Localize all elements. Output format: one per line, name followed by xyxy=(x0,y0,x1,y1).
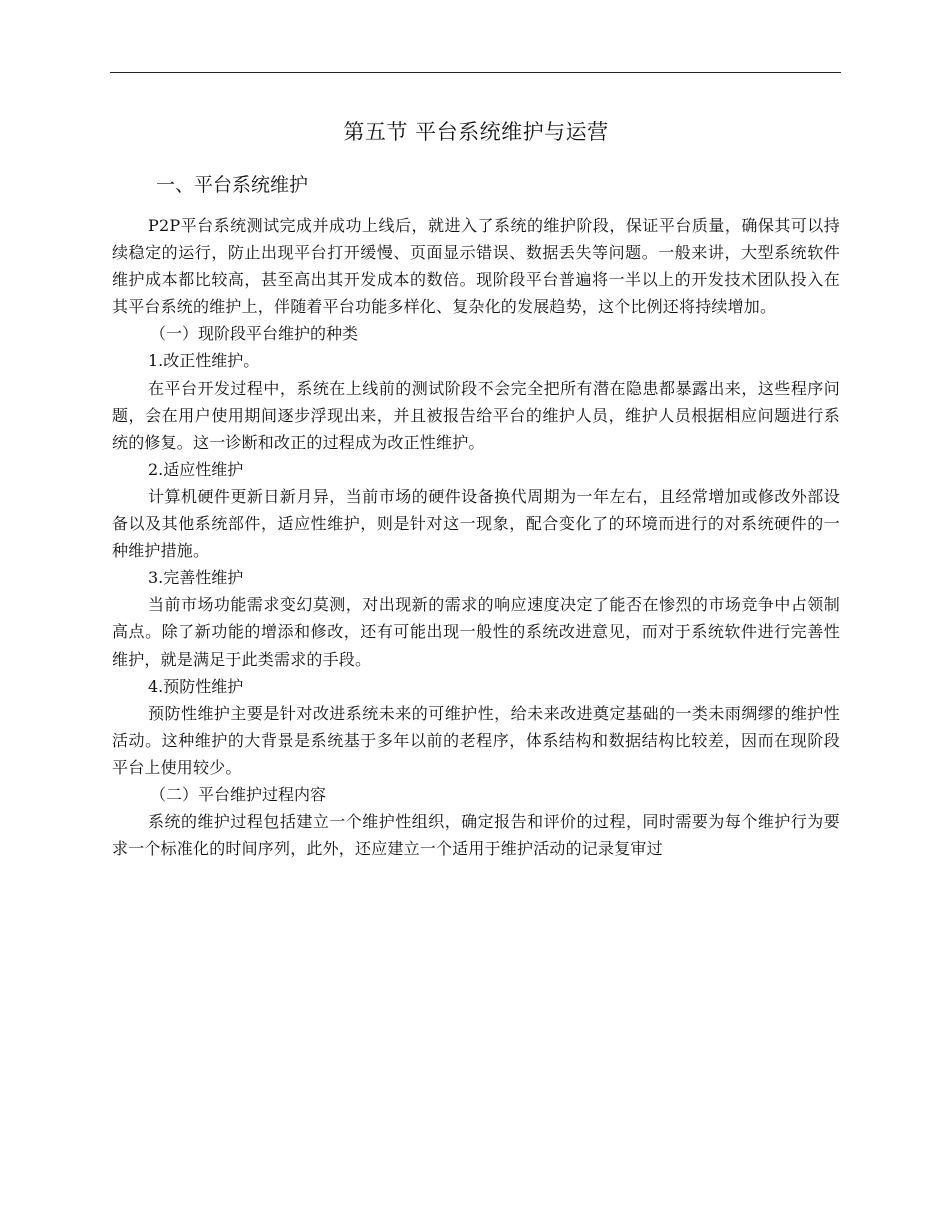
item-heading-adaptive: 2.适应性维护 xyxy=(148,459,244,479)
item-body-corrective: 在平台开发过程中，系统在上线前的测试阶段不会完全把所有潜在隐患都暴露出来，这些程序问题，会在用户使用期间逐步浮现出来，并且被报告给平台的维护人员，维护人员根据相应问题进行系统的修复。这一诊断和改正的过程成为改正性维护。 xyxy=(112,378,840,452)
heading-text: 一、平台系统维护 xyxy=(156,174,309,196)
document-body xyxy=(112,112,840,862)
process-paragraph: 系统的维护过程包括建立一个维护性组织，确定报告和评价的过程，同时需要为每个维护行为要求一个标准化的时间序列，此外，还应建立一个适用于维护活动的记录复审过 xyxy=(112,812,840,859)
header-rule xyxy=(110,72,841,73)
item-body-preventive: 预防性维护主要是针对改进系统未来的可维护性，给未来改进奠定基础的一类未雨绸缪的维护性活动。这种维护的大背景是系统基于多年以前的老程序，体系结构和数据结构比较差，因而在现阶段平台上使用较少。 xyxy=(112,703,840,777)
item-body-perfective: 当前市场功能需求变幻莫测，对出现新的需求的响应速度决定了能否在惨烈的市场竞争中占领制高点。除了新功能的增添和修改，还有可能出现一般性的系统改进意见，而对于系统软件进行完善性维护，就是满足于此类需求的手段。 xyxy=(112,595,840,669)
item-heading-perfective: 3.完善性维护 xyxy=(148,568,244,588)
item-heading-preventive: 4.预防性维护 xyxy=(148,676,244,696)
subheading-maintenance-types: （一）现阶段平台维护的种类 xyxy=(150,324,359,344)
intro-paragraph: P2P平台系统测试完成并成功上线后，就进入了系统的维护阶段，保证平台质量，确保其可以持续稳定的运行，防止出现平台打开缓慢、页面显示错误、数据丢失等问题。一般来讲，大型系统软件维护成本都比较高，甚至高出其开发成本的数倍。现阶段平台普遍将一半以上的开发技术团队投入在其平台系统的维护上，伴随着平台功能多样化、复杂化的发展趋势，这个比例还将持续增加。 xyxy=(112,216,840,317)
section-title: 第五节 平台系统维护与运营 xyxy=(343,120,609,144)
heading-platform-maintenance xyxy=(112,164,840,206)
item-heading-corrective: 1.改正性维护。 xyxy=(148,351,260,371)
subheading-maintenance-process: （二）平台维护过程内容 xyxy=(150,784,327,804)
item-body-adaptive: 计算机硬件更新日新月异，当前市场的硬件设备换代周期为一年左右，且经常增加或修改外部设备以及其他系统部件，适应性维护，则是针对这一现象，配合变化了的环境而进行的对系统硬件的一种维护措施。 xyxy=(112,486,840,561)
